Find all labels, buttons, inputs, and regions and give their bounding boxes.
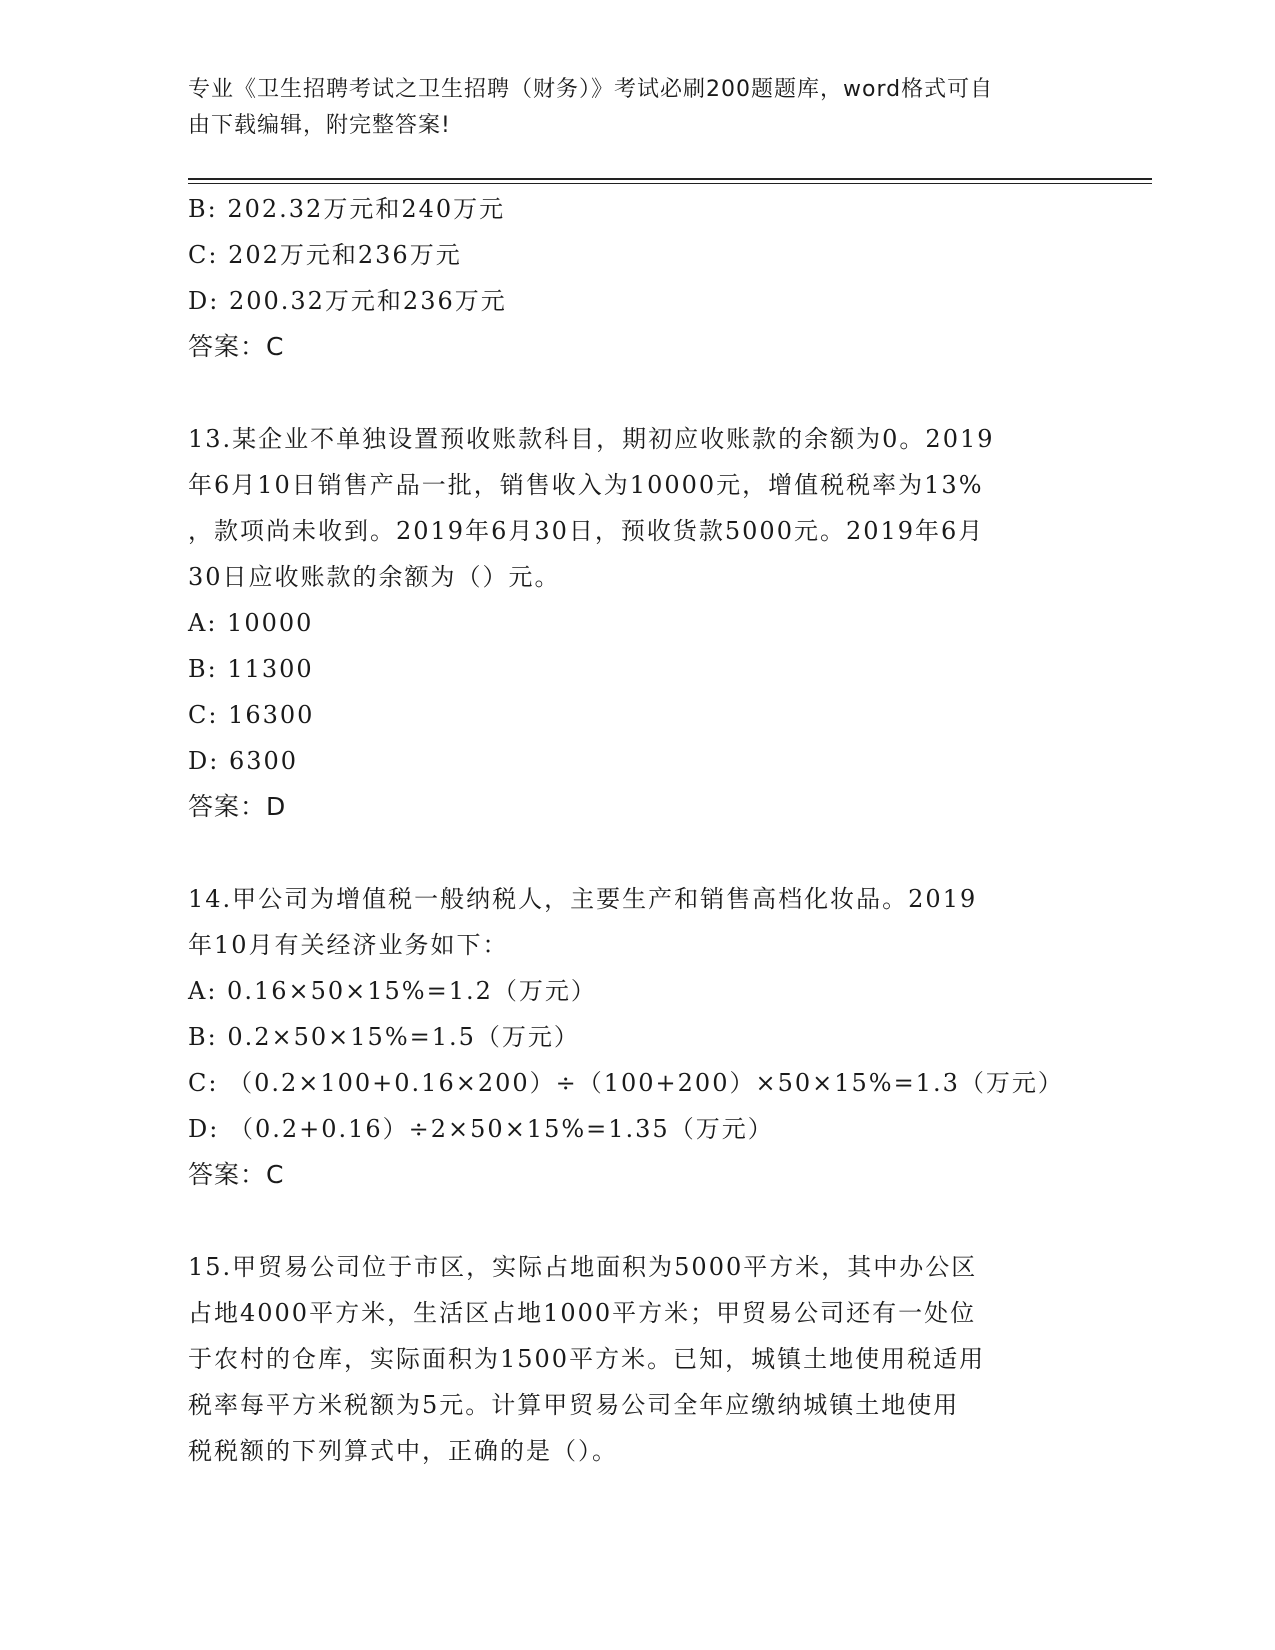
option-d: D: （0.2+0.16）÷2×50×15%=1.35（万元） [188, 1115, 774, 1143]
spacer [188, 830, 1088, 876]
answer-line: 答案：D [188, 792, 287, 821]
option-a: A: 10000 [188, 609, 314, 637]
answer-line: 答案：C [188, 332, 285, 361]
question-15 [188, 1244, 1088, 1474]
option-a: A: 0.16×50×15%=1.2（万元） [188, 977, 597, 1005]
option-b: B: 11300 [188, 655, 314, 683]
question-stem-line: 年6月10日销售产品一批，销售收入为10000元，增值税税率为13% [188, 471, 984, 499]
option-d: D: 6300 [188, 747, 299, 775]
option-b: B: 202.32万元和240万元 [188, 195, 506, 223]
option-b: B: 0.2×50×15%=1.5（万元） [188, 1023, 580, 1051]
option-c: C: 202万元和236万元 [188, 241, 462, 269]
question-stem-line: 15.甲贸易公司位于市区，实际占地面积为5000平方米，其中办公区 [188, 1253, 978, 1281]
spacer [188, 370, 1088, 416]
question-stem-line: 30日应收账款的余额为（）元。 [188, 563, 561, 591]
answer-line: 答案：C [188, 1160, 285, 1189]
header-divider [188, 178, 1152, 184]
question-stem-line: 税税额的下列算式中，正确的是（）。 [188, 1437, 618, 1465]
spacer [188, 1198, 1088, 1244]
page-header [188, 72, 1068, 144]
question-stem-line: 年10月有关经济业务如下： [188, 931, 509, 959]
document-body [188, 186, 1088, 1474]
option-c: C: （0.2×100+0.16×200）÷（100+200）×50×15%=1.3（万元） [188, 1069, 1064, 1097]
header-title-line-1: 专业《卫生招聘考试之卫生招聘（财务）》考试必刷200题题库，word格式可自 [188, 77, 994, 102]
question-14 [188, 876, 1088, 1198]
question-stem-line: 于农村的仓库，实际面积为1500平方米。已知，城镇土地使用税适用 [188, 1345, 986, 1373]
option-c: C: 16300 [188, 701, 315, 729]
question-stem-line: 13.某企业不单独设置预收账款科目，期初应收账款的余额为0。2019 [188, 425, 995, 453]
question-12 [188, 186, 1088, 370]
option-d: D: 200.32万元和236万元 [188, 287, 507, 315]
question-stem-line: 税率每平方米税额为5元。计算甲贸易公司全年应缴纳城镇土地使用 [188, 1391, 960, 1419]
question-13 [188, 416, 1088, 830]
header-title-line-2: 由下载编辑，附完整答案! [188, 113, 451, 138]
question-stem-line: ，款项尚未收到。2019年6月30日，预收货款5000元。2019年6月 [188, 517, 985, 545]
question-stem-line: 14.甲公司为增值税一般纳税人，主要生产和销售高档化妆品。2019 [188, 885, 978, 913]
question-stem-line: 占地4000平方米，生活区占地1000平方米；甲贸易公司还有一处位 [188, 1299, 977, 1327]
